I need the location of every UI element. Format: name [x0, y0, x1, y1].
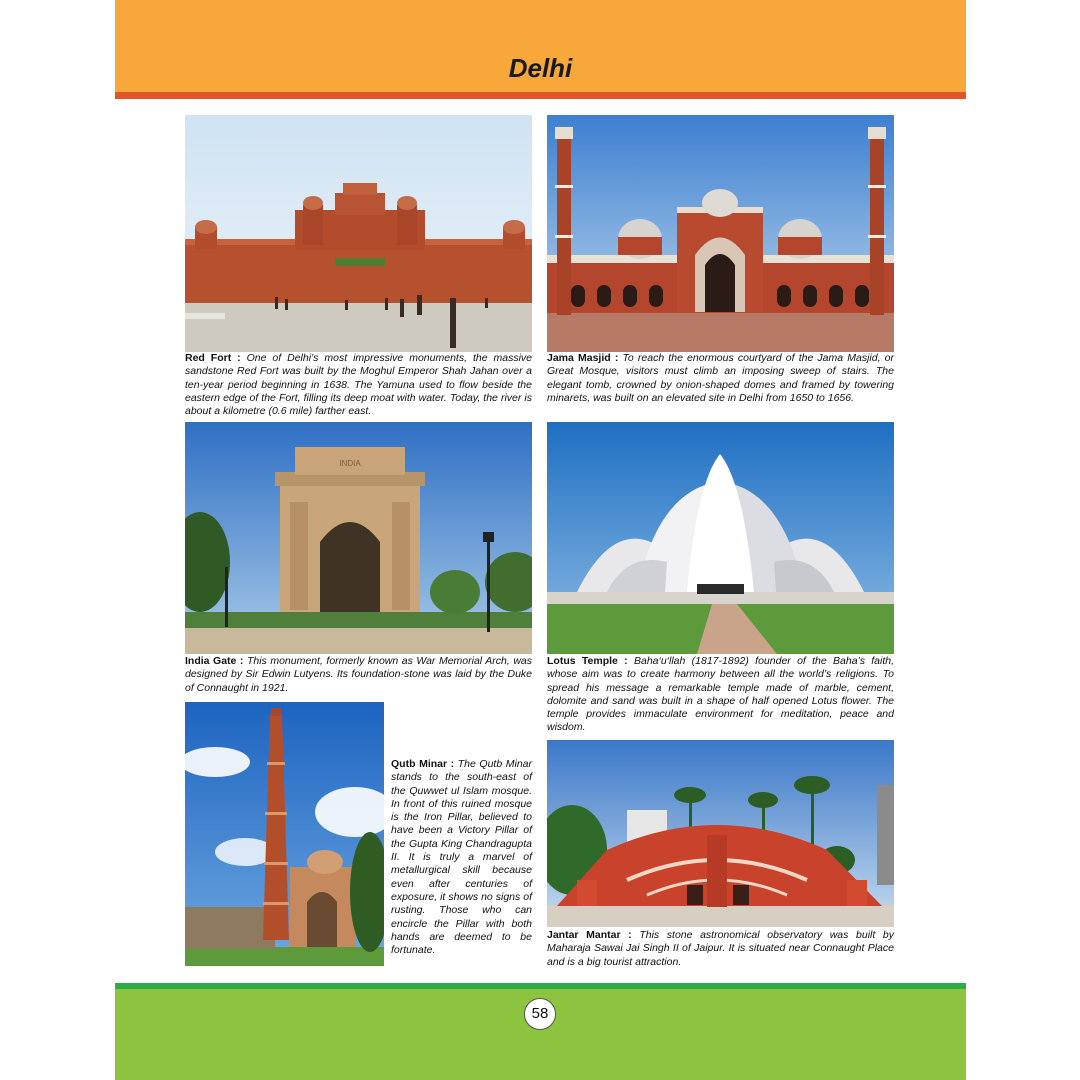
- lotus-temple-description: Baha‘u‘llah (1817-1892) founder of the Baha’s faith, whose aim was to create harmony between all the world’s religions. To spread his message a remarkable temple made of marble, cement, dolomite and sand was built in a shape of half opened Lotus flower. The temple provides immaculate environment for meditation, peace and wisdom.: [547, 655, 895, 734]
- page-title: Delhi: [508, 53, 573, 83]
- book-page: [115, 0, 966, 1080]
- india-gate-name: India Gate :: [185, 655, 244, 667]
- jantar-mantar-caption: [547, 929, 894, 969]
- jantar-mantar-photo: [547, 740, 894, 927]
- red-fort-photo: [185, 115, 532, 352]
- qutb-minar-photo: [185, 702, 384, 966]
- qutb-minar-name: Qutb Minar :: [391, 758, 455, 770]
- jama-masjid-caption: [547, 352, 894, 405]
- qutb-minar-description: The Qutb Minar stands to the south-east of the Quwwet ul Islam mosque. In front of this ruined mosque is the Iron Pillar, believed to have been a Victory Pillar of the Gupta King Chandragupta II. It is truly a marvel of metallurgical skill because even after centuries of exposure, it shows no signs of rusting. Those who can encircle the Pillar with both hands are deemed to be fortunate.: [391, 758, 532, 957]
- jama-masjid-photo: [547, 115, 894, 352]
- lotus-temple-photo: [547, 422, 894, 654]
- red-fort-description: One of Delhi’s most impressive monuments, the massive sandstone Red Fort was built by the Moghul Emperor Shah Jahan over a ten-year period beginning in 1638. The Yamuna used to flow beside the eastern edge of the Fort, filling its deep moat with water. Today, the river is about a kilometre (0.6 mile) farther east.: [185, 352, 533, 418]
- jama-masjid-name: Jama Masjid :: [547, 352, 619, 364]
- india-gate-caption: [185, 655, 532, 695]
- india-gate-inscription: INDIA: [339, 459, 361, 468]
- header-stripe: [115, 92, 966, 99]
- india-gate-photo: [185, 422, 532, 654]
- lotus-temple-name: Lotus Temple :: [547, 655, 628, 667]
- india-gate-description: This monument, formerly known as War Memorial Arch, was designed by Sir Edwin Lutyens. Its foundation-stone was laid by the Duke of Connaught in 1921.: [185, 655, 532, 694]
- jantar-mantar-name: Jantar Mantar :: [547, 929, 632, 941]
- jama-masjid-description: To reach the enormous courtyard of the Jama Masjid, or Great Mosque, visitors must climb an imposing sweep of stairs. The elegant tomb, crowned by onion-shaped domes and framed by towering minarets, was built on an elevated site in Delhi from 1650 to 1656.: [547, 352, 894, 404]
- jantar-mantar-description: This stone astronomical observatory was built by Maharaja Sawai Jai Singh II of Jaipur. It is situated near Connaught Place and is a big tourist attraction.: [547, 929, 894, 968]
- lotus-temple-caption: [547, 655, 894, 735]
- page-number: 58: [524, 998, 556, 1030]
- red-fort-name: Red Fort :: [185, 352, 241, 364]
- qutb-minar-caption: [391, 758, 532, 957]
- red-fort-caption: [185, 352, 532, 418]
